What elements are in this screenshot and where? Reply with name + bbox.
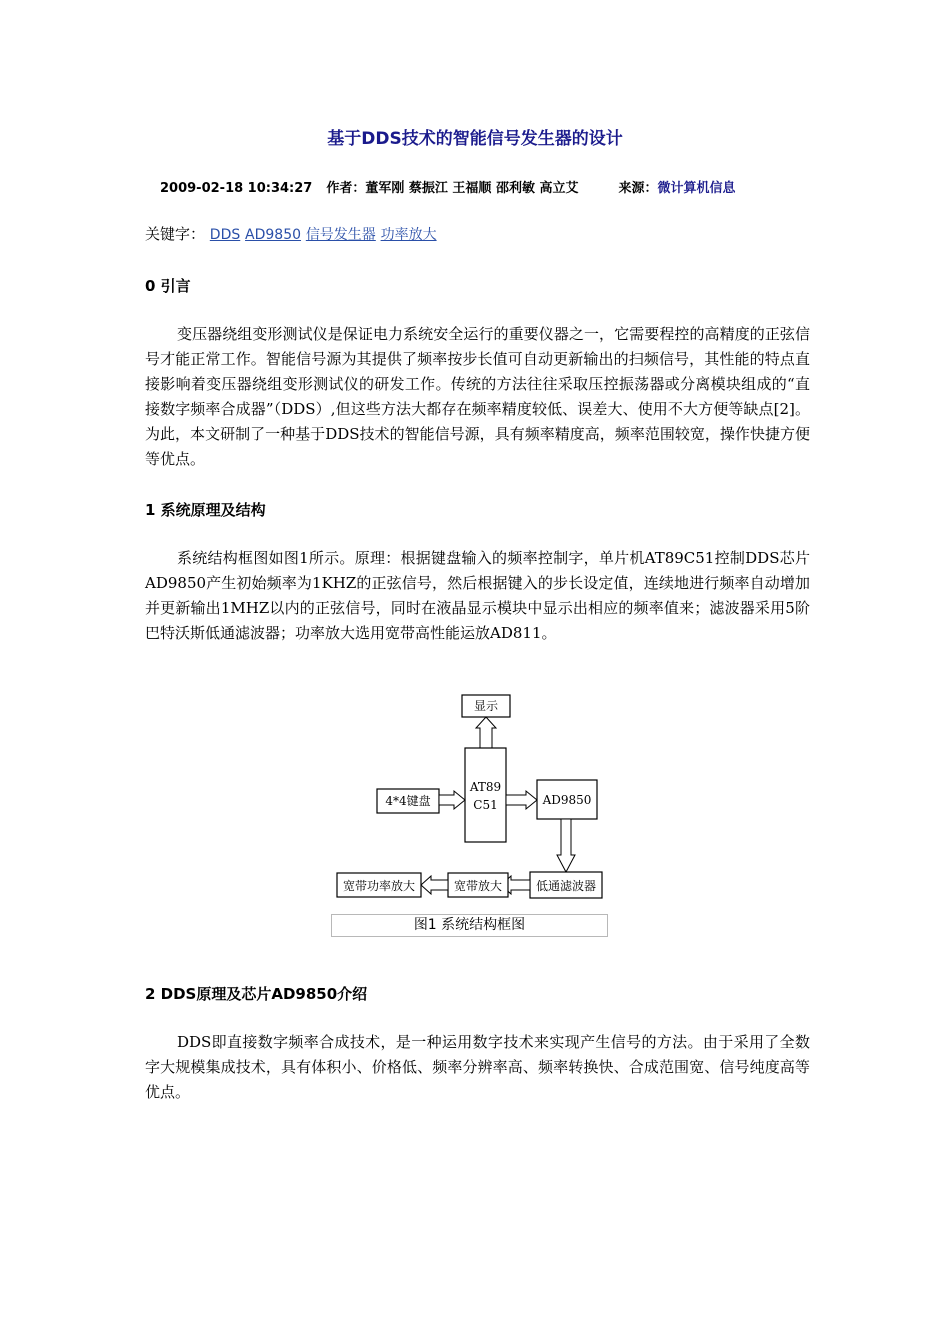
arrow-amp-to-power-amp bbox=[421, 876, 448, 894]
display-label: 显示 bbox=[473, 699, 499, 713]
keyword-link-signal-generator[interactable]: 信号发生器 bbox=[305, 227, 376, 243]
arrow-keypad-to-mcu bbox=[439, 791, 465, 809]
article-title: 基于DDS技术的智能信号发生器的设计 bbox=[327, 129, 623, 149]
publish-date: 2009-02-18 10:34:27 bbox=[160, 181, 313, 196]
arrow-mcu-to-dds bbox=[506, 791, 537, 809]
authors: 董军刚 蔡振江 王福顺 邵利敏 高立艾 bbox=[365, 181, 579, 196]
mcu-block bbox=[465, 748, 506, 842]
source-label: 来源： bbox=[618, 181, 658, 196]
arrow-dds-to-lowpass bbox=[557, 819, 575, 872]
keyword-link-power-amplifier[interactable]: 功率放大 bbox=[380, 227, 437, 243]
keyword-link-ad9850[interactable]: AD9850 bbox=[245, 227, 302, 243]
keywords-label: 关键字： bbox=[145, 225, 206, 243]
broadband-amp-label: 宽带放大 bbox=[453, 879, 503, 893]
mcu-label-line1: AT89 bbox=[469, 780, 502, 794]
power-amp-label: 宽带功率放大 bbox=[342, 879, 416, 893]
lowpass-label: 低通滤波器 bbox=[535, 879, 597, 893]
section-paragraph-intro: 变压器绕组变形测试仪是保证电力系统安全运行的重要仪器之一，它需要程控的高精度的正弦信号才能正常工作。智能信号源为其提供了频率按步长值可自动更新输出的扫频信号，其性能的特点直接影响着变压器绕组变形测试仪的研发工作。传统的方法往往采取压控振荡器或分离模块组成的“直接数字频率合成器”（DDS）,但这些方法大都存在频率精度较低、误差大、使用不大方便等缺点[2]。为此，本文研制了一种基于DDS技术的智能信号源，具有频率精度高，频率范围较宽，操作快捷方便等优点。 bbox=[145, 325, 810, 468]
figure-caption: 图1 系统结构框图 bbox=[331, 914, 608, 937]
keypad-label: 4*4键盘 bbox=[385, 794, 431, 808]
keyword-link-dds[interactable]: DDS bbox=[209, 227, 241, 243]
section-paragraph-dds: DDS即直接数字频率合成技术，是一种运用数字技术来实现产生信号的方法。由于采用了全数字大规模集成技术，具有体积小、价格低、频率分辨率高、频率转换快、合成范围宽、信号纯度高等优点。 bbox=[145, 1033, 810, 1101]
section-paragraph-principle: 系统结构框图如图1所示。原理：根据键盘输入的频率控制字，单片机AT89C51控制DDS芯片AD9850产生初始频率为1KHZ的正弦信号，然后根据键入的步长设定值，连续地进行频率自动增加并更新输出1MHZ以内的正弦信号，同时在液晶显示模块中显示出相应的频率值来；滤波器采用5阶巴特沃斯低通滤波器；功率放大选用宽带高性能运放AD811。 bbox=[145, 549, 810, 642]
dds-label: AD9850 bbox=[542, 793, 592, 807]
keywords-line bbox=[145, 223, 437, 244]
authors-label: 作者： bbox=[326, 181, 366, 196]
section-heading-dds: 2 DDS原理及芯片AD9850介绍 bbox=[145, 985, 368, 1003]
arrow-mcu-to-display bbox=[476, 717, 496, 748]
section-heading-principle: 1 系统原理及结构 bbox=[145, 501, 266, 519]
article-meta bbox=[160, 177, 860, 196]
system-block-diagram bbox=[330, 690, 610, 940]
mcu-label-line2: C51 bbox=[473, 798, 498, 812]
section-heading-intro: 0 引言 bbox=[145, 277, 191, 295]
source-link[interactable]: 微计算机信息 bbox=[657, 181, 736, 196]
